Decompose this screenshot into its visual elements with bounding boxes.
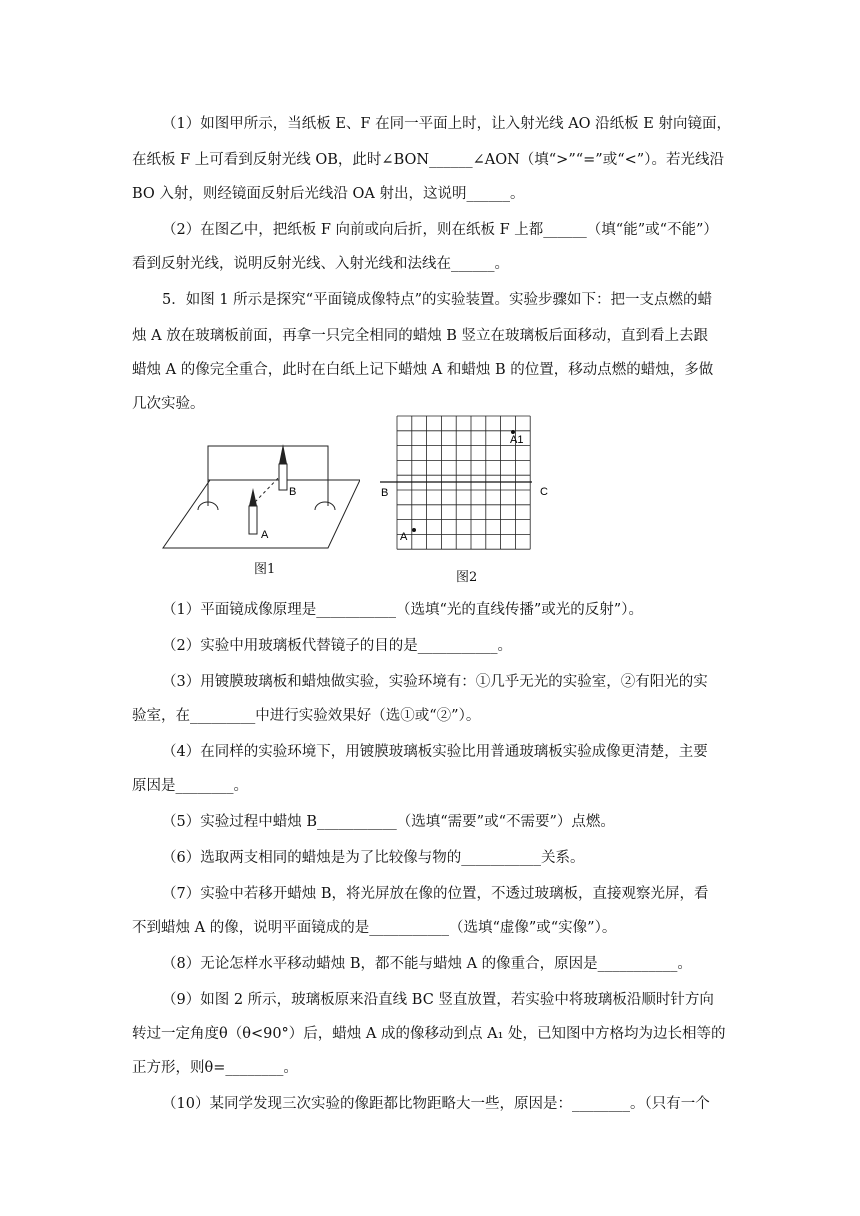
label-b: B [289, 486, 297, 498]
q4-part2-line2: 看到反射光线，说明反射光线、入射光线和法线在______。 [132, 256, 509, 272]
q5-intro-line3: 蜡烛 A 的像完全重合，此时在白纸上记下蜡烛 A 和蜡烛 B 的位置，移动点燃的蜡烛，多做 [132, 362, 714, 378]
q5-sub6: （6）选取两支相同的蜡烛是为了比较像与物的___________关系。 [162, 850, 585, 866]
stand-right [315, 502, 335, 510]
label-a: A [261, 529, 269, 541]
q5-intro-line4: 几次实验。 [132, 396, 205, 412]
label-a1: A1 [510, 434, 524, 446]
q5-sub4-line2: 原因是________。 [132, 778, 248, 794]
candle-b [279, 464, 287, 490]
q5-sub9-line2: 转过一定角度θ（θ<90°）后，蜡烛 A 成的像移动到点 A₁ 处，已知图中方格均为边长相等的 [132, 1026, 726, 1042]
q5-sub10: （10）某同学发现三次实验的像距都比物距略大一些，原因是：________。（只有一个 [162, 1096, 710, 1112]
figure-2-caption: 图2 [456, 570, 478, 585]
q4-part1-line2: 在纸板 F 上可看到反射光线 OB，此时∠BON______∠AON（填“>”“=”或“<”）。若光线沿 [132, 152, 724, 168]
candle-a [249, 506, 257, 534]
q5-intro-line2: 烛 A 放在玻璃板前面，再拿一只完全相同的蜡烛 B 竖立在玻璃板后面移动，直到看上去跟 [132, 328, 709, 344]
q4-part1-line3: BO 入射，则经镜面反射后光线沿 OA 射出，这说明______。 [132, 186, 525, 202]
glass-frame [208, 446, 328, 480]
q5-sub5: （5）实验过程中蜡烛 B___________（选填“需要”或“不需要”）点燃。 [162, 814, 615, 830]
figure-2-grid [380, 412, 550, 552]
label-c: C [540, 486, 548, 498]
q4-part2-line1: （2）在图乙中，把纸板 F 向前或向后折，则在纸板 F 上都______（填“能”或“不能”） [162, 222, 718, 238]
q5-sub2: （2）实验中用玻璃板代替镜子的目的是___________。 [162, 638, 512, 654]
point-a [412, 528, 416, 532]
q5-sub9-line1: （9）如图 2 所示，玻璃板原来沿直线 BC 竖直放置，若实验中将玻璃板沿顺时针方向 [162, 992, 714, 1008]
label-b: B [381, 487, 389, 499]
q5-sub3-line2: 验室，在_________中进行实验效果好（选①或“②”）。 [132, 708, 481, 724]
candle-b-flame [279, 444, 287, 464]
q5-sub7-line1: （7）实验中若移开蜡烛 B，将光屏放在像的位置，不透过玻璃板，直接观察光屏，看 [162, 886, 709, 902]
q4-part1-line1: （1）如图甲所示，当纸板 E、F 在同一平面上时，让入射光线 AO 沿纸板 E 射向镜面， [162, 116, 731, 132]
q5-sub7-line2: 不到蜡烛 A 的像，说明平面镜成的是___________（选填“虚像”或“实像”）。 [132, 920, 617, 936]
label-a: A [400, 531, 408, 543]
q5-sub3-line1: （3）用镀膜玻璃板和蜡烛做实验，实验环境有：①几乎无光的实验室，②有阳光的实 [162, 674, 708, 690]
figure-1-caption: 图1 [254, 562, 276, 577]
q5-sub9-line3: 正方形，则θ=________。 [132, 1060, 298, 1076]
q5-sub1: （1）平面镜成像原理是___________（选填“光的直线传播”或光的反射”）。 [162, 602, 643, 618]
candle-a-flame [249, 488, 257, 506]
q5-sub8: （8）无论怎样水平移动蜡烛 B，都不能与蜡烛 A 的像重合，原因是___________。 [162, 956, 692, 972]
figure-1-apparatus [160, 440, 360, 560]
q5-sub4-line1: （4）在同样的实验环境下，用镀膜玻璃板实验比用普通玻璃板实验成像更清楚，主要 [162, 744, 708, 760]
q5-intro-line1: 5．如图 1 所示是探究“平面镜成像特点”的实验装置。实验步骤如下：把一支点燃的蜡 [162, 292, 712, 308]
